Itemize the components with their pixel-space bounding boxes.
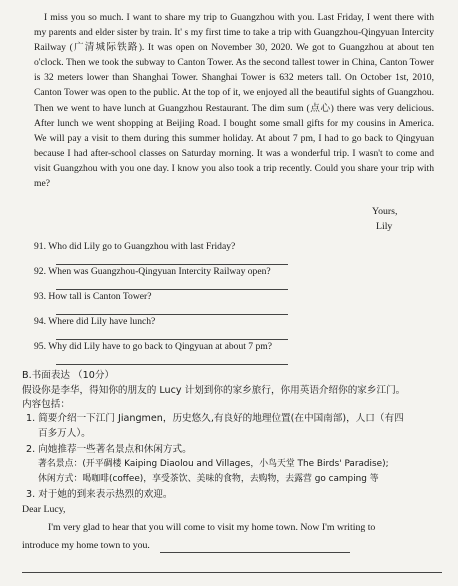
opening-line-1: I'm very glad to hear that you will come to visit my home town. Now I'm writing to	[48, 522, 376, 533]
point-2-line-2: 著名景点：(开平碉楼 Kaiping Diaolou and Villages，小鸟天堂 The Birds' Paradise);	[38, 459, 389, 469]
question-95: 95. Why did Lily have to go back to Qingyuan at about 7 pm?	[34, 341, 273, 352]
answer-line-94[interactable]	[56, 339, 288, 340]
point-2-line-1: 2. 向她推荐一些著名景点和休闲方式。	[26, 444, 192, 455]
letter-signature: Lily	[376, 221, 393, 232]
answer-line-91[interactable]	[56, 264, 288, 265]
writing-prompt: 假设你是李华，得知你的朋友的 Lucy 计划到你的家乡旅行，你用英语介绍你的家乡江门。	[22, 385, 406, 396]
opening-line-2: introduce my home town to you.	[22, 540, 150, 551]
point-3: 3. 对于她的到来表示热烈的欢迎。	[26, 489, 173, 500]
point-1-line-2: 百多万人）。	[38, 428, 91, 439]
salutation: Dear Lucy,	[22, 504, 66, 515]
writing-heading: B.书面表达 （10分）	[22, 370, 115, 381]
answer-line-93[interactable]	[56, 314, 288, 315]
content-label: 内容包括：	[22, 399, 70, 410]
answer-line-95[interactable]	[56, 364, 288, 365]
question-91: 91. Who did Lily go to Guangzhou with last Friday?	[34, 241, 236, 252]
letter-body: I miss you so much. I want to share my trip to Guangzhou with you. Last Friday, I went there with my parents and elder sister by train. It' s my first time to take a trip with Guangzhou-Qingyuan Intercity Railway (广清城际铁路). It was open on November 30, 2020. We got to Guangzhou at about ten o'clock. Then we took the subway to Canton Tower. As the second tallest tower in China, Canton Tower is 32 meters lower than Shanghai Tower. Shanghai Tower is 632 meters tall. On October 1st, 2010, Canton Tower was open to the public. At the top of it, we enjoyed all the beautiful sights of Guangzhou. Then we went to have lunch at Guangzhou Restaurant. The dim sum (点心) there was very delicious. After lunch we went shopping at Beijing Road. I bought some small gifts for my cousins in America. We will pay a visit to them during this summer holiday. At about 7 pm, I had to go back to Qingyuan because I had after-school classes on Saturday morning. It was a wonderful trip. I wasn't to come and visit Guangzhou with you one day. I know you also took a trip recently. Could you share your trip with me?	[34, 12, 434, 190]
writing-line-2[interactable]	[22, 572, 442, 573]
writing-line-1[interactable]	[160, 552, 350, 553]
point-2-line-3: 休闲方式：喝咖啡(coffee)，享受茶饮、美味的食物，去购物，去露营 go camping 等	[38, 474, 379, 484]
point-1-line-1: 1. 简要介绍一下江门 Jiangmen，历史悠久,有良好的地理位置(在中国南部)，人口（有四	[26, 413, 404, 424]
letter-closing: Yours,	[372, 206, 398, 217]
question-93: 93. How tall is Canton Tower?	[34, 291, 152, 302]
question-92: 92. When was Guangzhou-Qingyuan Intercity Railway open?	[34, 266, 271, 277]
question-94: 94. Where did Lily have lunch?	[34, 316, 156, 327]
answer-line-92[interactable]	[56, 289, 288, 290]
